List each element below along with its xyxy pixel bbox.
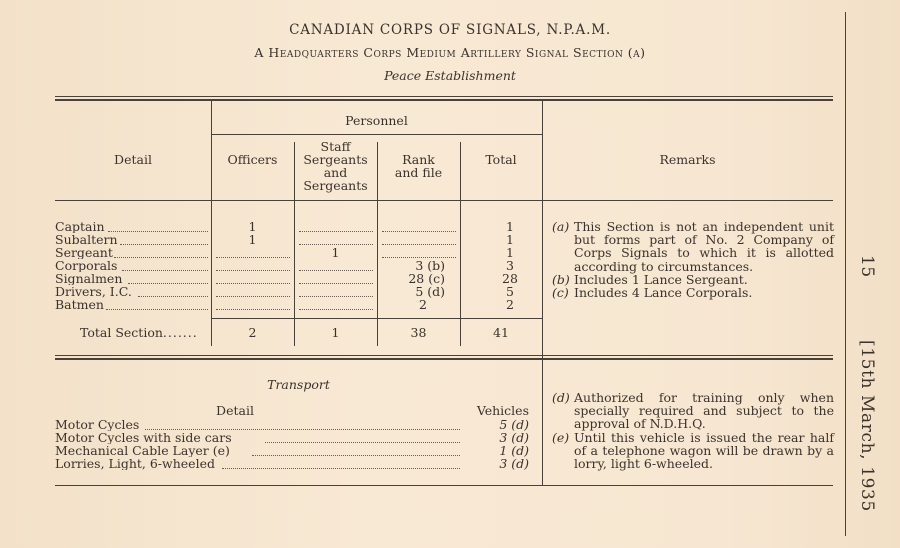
- leader-dots: [299, 282, 373, 284]
- cell-total: 2: [506, 297, 514, 312]
- col-header-total: Total: [485, 152, 517, 167]
- remark-e: (e) Until this vehicle is issued the rear half of a telephone wagon will be drawn by a lorry, light 6-wheeled.: [552, 429, 834, 472]
- total-officers: 2: [248, 325, 257, 340]
- total-staff-sergeants: 1: [331, 325, 340, 340]
- table-row-detail: Subaltern: [55, 233, 118, 246]
- transport-row-detail: Motor Cycles with side cars: [55, 431, 232, 444]
- total-total: 41: [493, 325, 509, 340]
- leader-dots: [299, 269, 373, 271]
- document-title: CANADIAN CORPS OF SIGNALS, N.P.A.M.: [289, 22, 611, 38]
- leader-dots: [216, 256, 290, 258]
- leader-dots: [265, 441, 460, 443]
- page-number: 15: [857, 255, 877, 278]
- leader-dots: [145, 428, 460, 430]
- transport-col-detail: Detail: [216, 403, 254, 418]
- leader-dots: [120, 243, 208, 245]
- col-header-remarks: Remarks: [659, 152, 716, 167]
- cell-total: 5: [506, 284, 514, 299]
- transport-row-detail: Motor Cycles: [55, 418, 140, 431]
- table-row-detail: Sergeant: [55, 246, 113, 259]
- leader-dots: [128, 282, 208, 284]
- leader-dots: [122, 269, 208, 271]
- document-subtitle: A Headquarters Corps Medium Artillery Signal Section (a): [254, 45, 646, 60]
- col-header-officers: Officers: [227, 152, 278, 167]
- mid-rule-2: [55, 358, 833, 360]
- cell-total: 3: [506, 258, 514, 273]
- col-header-detail: Detail: [114, 152, 152, 167]
- leader-dots: [299, 230, 373, 232]
- leader-dots: [216, 308, 290, 310]
- personnel-group-header: Personnel: [345, 113, 408, 128]
- cell-staff-sergeants: 1: [331, 245, 340, 260]
- cell-total: 1: [506, 219, 514, 234]
- col-header-rank-and-file: Rank and file: [394, 152, 443, 180]
- transport-row-detail: Mechanical Cable Layer (e): [55, 444, 230, 457]
- remark-c: (c) Includes 4 Lance Corporals.: [552, 285, 753, 301]
- leader-dots: [382, 243, 456, 245]
- leader-dots: [216, 269, 290, 271]
- remark-a: (a) This Section is not an independent unit but forms part of No. 2 Company of Corps Signals to which it is allotted according to circumstances.: [552, 219, 834, 274]
- leader-dots: [138, 295, 208, 297]
- transport-title: Transport: [267, 377, 330, 392]
- top-rule-1: [55, 96, 833, 97]
- page-date: [15th March, 1935: [857, 340, 877, 512]
- leader-dots: [216, 295, 290, 297]
- leader-dots: [299, 308, 373, 310]
- cell-officers: 1: [248, 219, 257, 234]
- cell-rank-and-file: 3 (b): [415, 258, 445, 273]
- table-row-detail: Captain: [55, 220, 105, 233]
- leader-dots: [106, 308, 208, 310]
- table-row-detail: Corporals: [55, 259, 118, 272]
- leader-dots: [299, 295, 373, 297]
- leader-dots: [222, 467, 460, 469]
- leader-dots: [252, 454, 460, 456]
- personnel-remarks: [552, 220, 834, 299]
- transport-vehicles: 1 (d): [499, 443, 529, 458]
- transport-vehicles: 3 (d): [499, 456, 529, 471]
- table-row-detail: Signalmen: [55, 272, 123, 285]
- cell-rank-and-file: 5 (d): [415, 284, 445, 299]
- cell-rank-and-file: 28 (c): [408, 271, 445, 286]
- cell-total: 28: [502, 271, 518, 286]
- cell-rank-and-file: 2: [419, 297, 427, 312]
- transport-col-vehicles: Vehicles: [476, 403, 529, 418]
- total-rank-and-file: 38: [410, 325, 427, 340]
- remark-d: (d) Authorized for training only when specially required and subject to the approval of N.D.H.Q.: [552, 390, 834, 432]
- transport-vehicles: 5 (d): [499, 417, 529, 432]
- header-bottom-rule: [55, 200, 833, 201]
- section-title: Peace Establishment: [384, 68, 516, 83]
- total-section-label: Total Section.......: [80, 325, 198, 340]
- leader-dots: [114, 256, 208, 258]
- leader-dots: [216, 282, 290, 284]
- personnel-header-rule: [211, 134, 542, 135]
- top-rule-2: [55, 99, 833, 101]
- remark-b: (b) Includes 1 Lance Sergeant.: [552, 271, 748, 287]
- transport-row-detail: Lorries, Light, 6-wheeled: [55, 457, 215, 470]
- cell-total: 1: [506, 245, 514, 260]
- transport-remarks: [552, 391, 834, 470]
- table-row-detail: Batmen: [55, 298, 104, 311]
- mid-rule-1: [55, 355, 833, 356]
- cell-total: 1: [506, 232, 514, 247]
- transport-vehicles: 3 (d): [499, 430, 529, 445]
- leader-dots: [382, 230, 456, 232]
- cell-officers: 1: [248, 232, 257, 247]
- leader-dots: [108, 230, 208, 232]
- table-row-detail: Drivers, I.C.: [55, 285, 132, 298]
- bottom-rule: [55, 485, 833, 486]
- margin-rule: [845, 12, 846, 536]
- total-rule: [211, 318, 542, 319]
- col-header-staff-sergeants: Staff Sergeants and Sergeants: [303, 139, 368, 193]
